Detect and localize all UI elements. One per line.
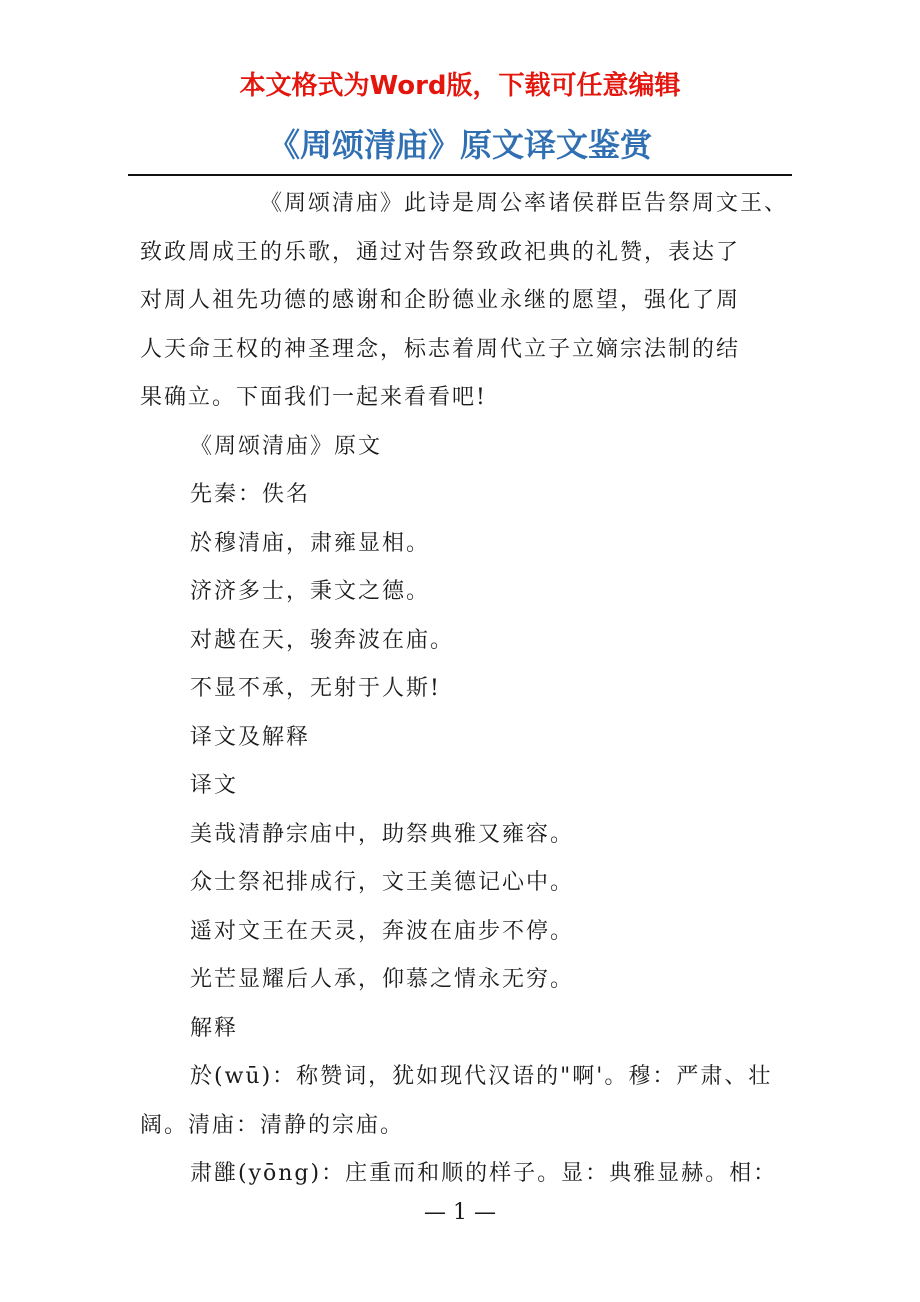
title-divider xyxy=(128,174,792,176)
note-line: 肃雝(yōng)：庄重而和顺的样子。显：典雅显赫。相： xyxy=(190,1161,778,1186)
section-heading-original: 《周颂清庙》原文 xyxy=(190,433,383,459)
translation-line: 遥对文王在天灵，奔波在庙步不停。 xyxy=(190,918,575,944)
intro-line: 《周颂清庙》此诗是周公率诸侯群臣告祭周文王、 xyxy=(260,191,789,216)
download-banner: 本文格式为Word版，下载可任意编辑 xyxy=(239,71,681,101)
intro-line: 致政周成王的乐歌，通过对告祭致政祀典的礼赞，表达了 xyxy=(140,239,741,265)
intro-line: 人天命王权的神圣理念，标志着周代立子立嫡宗法制的结 xyxy=(140,336,741,362)
translation-line: 美哉清静宗庙中，助祭典雅又雍容。 xyxy=(190,821,575,847)
intro-line: 对周人祖先功德的感谢和企盼德业永继的愿望，强化了周 xyxy=(140,288,741,313)
section-heading-translation: 译文及解释 xyxy=(190,724,311,750)
note-line: 於(wū)：称赞词，犹如现代汉语的"啊'。穆：严肃、壮 xyxy=(190,1064,773,1089)
poem-line: 对越在天，骏奔波在庙。 xyxy=(190,627,455,653)
note-line: 阔。清庙：清静的宗庙。 xyxy=(140,1112,405,1138)
page-number: — 1 — xyxy=(424,1200,496,1225)
translation-line: 众士祭祀排成行，文王美德记心中。 xyxy=(190,870,575,895)
document-body xyxy=(140,180,800,1199)
poem-line: 不显不承，无射于人斯! xyxy=(190,676,441,701)
poem-line: 济济多士，秉文之德。 xyxy=(190,579,431,604)
page-title: 《周颂清庙》原文译文鉴赏 xyxy=(267,126,652,164)
subheading-explanation: 解释 xyxy=(190,1015,239,1041)
author-line: 先秦：佚名 xyxy=(190,482,311,507)
subheading-translation: 译文 xyxy=(190,773,239,798)
poem-line: 於穆清庙，肃雍显相。 xyxy=(190,530,431,556)
translation-line: 光芒显耀后人承，仰慕之情永无穷。 xyxy=(190,967,575,992)
intro-line: 果确立。下面我们一起来看看吧! xyxy=(140,385,487,410)
